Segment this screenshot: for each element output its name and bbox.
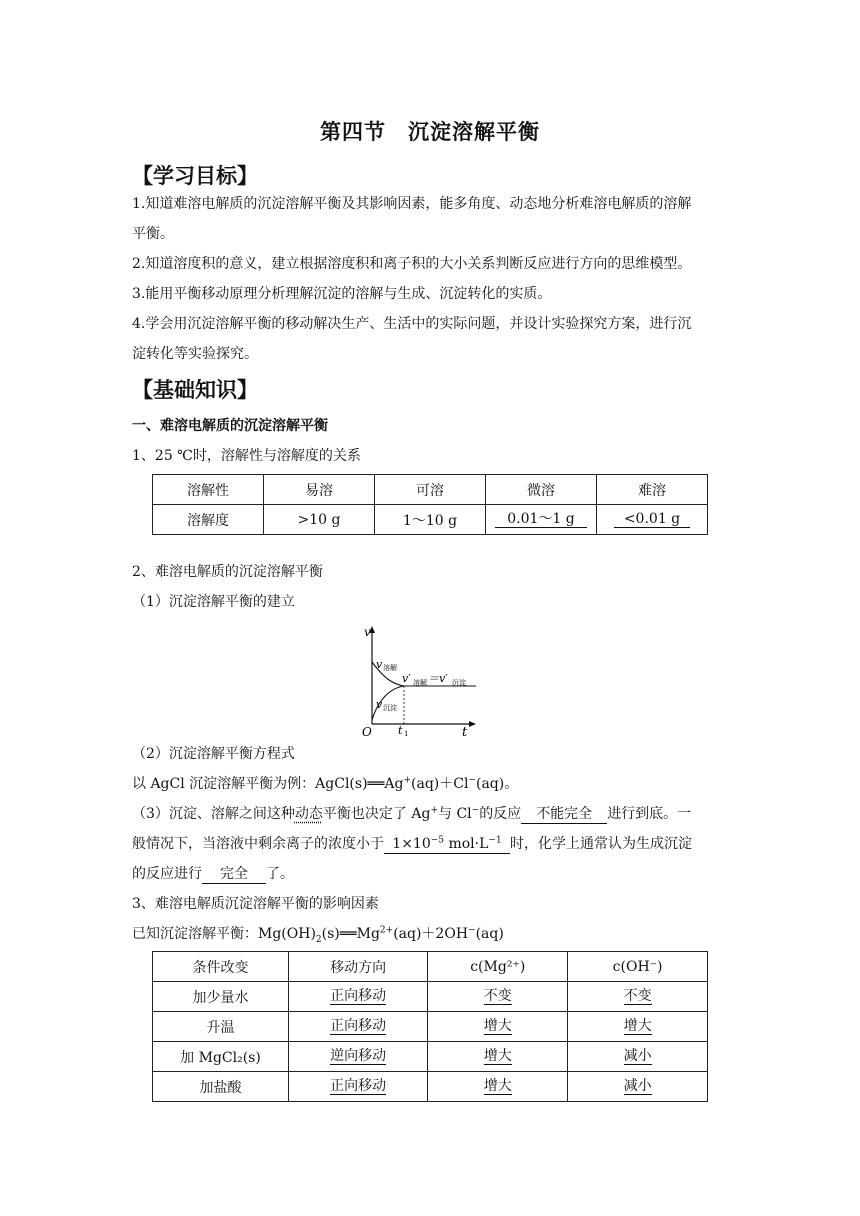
- charge-plus: +: [430, 805, 438, 816]
- answer-blank: 0.01～1 g: [495, 511, 587, 528]
- table-cell: 加盐酸: [153, 1072, 289, 1102]
- page-title: 第四节 沉淀溶解平衡: [320, 119, 540, 144]
- answer-blank: 不能完全: [521, 805, 607, 824]
- answer-blank: [384, 835, 510, 854]
- header-cell: 条件改变: [153, 952, 289, 982]
- v-precip-subscript: 沉淀: [383, 704, 397, 712]
- origin-label: O: [362, 725, 372, 738]
- table-cell: [428, 982, 568, 1012]
- table-cell: 加 MgCl₂(s): [153, 1042, 289, 1072]
- objective-line-4: 3.能用平衡移动原理分析理解沉淀的溶解与生成、沉淀转化的实质。: [132, 286, 552, 302]
- basics-heading: 【基础知识】: [132, 377, 258, 402]
- eq-text: (s): [321, 926, 340, 942]
- answer-blank: 不变: [483, 988, 512, 1004]
- x-axis-arrow: [469, 721, 476, 727]
- table-cell: 溶解性: [153, 475, 264, 505]
- factors-table: [152, 951, 708, 1102]
- table-row: [153, 475, 708, 505]
- table-cell: [568, 1072, 708, 1102]
- sub3-line-3: [132, 864, 732, 884]
- eq-text: Mg: [356, 926, 380, 942]
- v-precip-label: v: [376, 698, 383, 711]
- text: mol·L: [444, 836, 489, 852]
- text: 与 Cl: [438, 806, 472, 822]
- subscript: 2: [315, 934, 322, 945]
- table-cell: [428, 1042, 568, 1072]
- table-cell: 可溶: [375, 475, 486, 505]
- table-row: [153, 1042, 708, 1072]
- table-cell: 微溶: [486, 475, 597, 505]
- table-cell: >10 g: [264, 505, 375, 535]
- eq-text: Ag: [384, 776, 404, 792]
- charge-minus: −: [468, 775, 476, 786]
- eq-text: (aq): [475, 926, 504, 942]
- table-cell: 难溶: [597, 475, 708, 505]
- table-cell: [428, 1012, 568, 1042]
- eq-text: 已知沉淀溶解平衡：Mg(OH): [132, 926, 316, 942]
- table-cell: 1～10 g: [375, 505, 486, 535]
- text: 的反应: [479, 806, 522, 822]
- text: 进行到底。一: [607, 806, 692, 822]
- y-axis-label: v: [364, 625, 371, 639]
- table-cell: [289, 1042, 428, 1072]
- table-row: [153, 1012, 708, 1042]
- table-cell: 升温: [153, 1012, 289, 1042]
- charge: 2+: [379, 925, 394, 936]
- table-cell: [289, 1012, 428, 1042]
- exponent: −1: [488, 835, 502, 846]
- x-axis-label: t: [462, 725, 468, 738]
- answer-blank: 增大: [623, 1018, 652, 1034]
- text: 平衡也决定了 Ag: [322, 806, 431, 822]
- text: 般情况下，当溶液中剩余离子的浓度小于: [132, 836, 384, 852]
- table-cell: [568, 1042, 708, 1072]
- table-cell: [486, 505, 597, 535]
- sub3-line-2: [132, 834, 732, 854]
- table-row: [153, 1072, 708, 1102]
- answer-blank: 减小: [623, 1048, 652, 1064]
- text: （3）沉淀、溶解之间这种: [132, 806, 295, 822]
- sub2-text: （2）沉淀溶解平衡方程式: [132, 746, 295, 762]
- table-row: [153, 505, 708, 535]
- answer-blank: 减小: [623, 1078, 652, 1094]
- section1-title: 一、难溶电解质的沉淀溶解平衡: [132, 418, 328, 434]
- objective-line-1: 1.知道难溶电解质的沉淀溶解平衡及其影响因素，能多角度、动态地分析难溶电解质的溶解: [132, 196, 692, 212]
- table-cell: [289, 1072, 428, 1102]
- mgoh2-equation: [132, 924, 732, 944]
- eq-text: (aq)。: [476, 776, 519, 792]
- charge-minus: −: [471, 805, 480, 816]
- answer-blank: 增大: [483, 1018, 512, 1034]
- text: 了。: [266, 866, 294, 882]
- answer-blank: 增大: [483, 1048, 512, 1064]
- sub1-text: （1）沉淀溶解平衡的建立: [132, 594, 295, 610]
- objective-line-2: 平衡。: [132, 226, 174, 242]
- v-dissolve-label: v: [376, 658, 383, 671]
- table-cell: [568, 1012, 708, 1042]
- objective-line-3: 2.知道溶度积的意义，建立根据溶度积和离子积的大小关系判断反应进行方向的思维模型。: [132, 256, 692, 272]
- table-header-row: [153, 952, 708, 982]
- answer-blank: 完全: [202, 865, 266, 884]
- answer-blank: 不变: [623, 988, 652, 1004]
- table-cell: 易溶: [264, 475, 375, 505]
- table-row: [153, 982, 708, 1012]
- table-cell: [568, 982, 708, 1012]
- charge-minus: −: [468, 925, 476, 936]
- answer-blank: 增大: [483, 1078, 512, 1094]
- sub3-line-1: [132, 804, 732, 824]
- answer-blank: 正向移动: [330, 1078, 387, 1094]
- equilibrium-arrow: ══: [367, 776, 385, 792]
- text: 的反应进行: [132, 866, 202, 882]
- item1-text: 1、25 ℃时，溶解性与溶解度的关系: [132, 448, 361, 464]
- v-dissolve-subscript: 溶解: [383, 664, 397, 672]
- eq-mid-label: ＝v′: [428, 672, 448, 685]
- table-cell: [289, 982, 428, 1012]
- equilibrium-arrow: ══: [339, 926, 357, 942]
- header-cell: c(Mg²⁺): [428, 952, 568, 982]
- header-cell: c(OH⁻): [568, 952, 708, 982]
- agcl-equation: [132, 774, 732, 794]
- table-cell: [597, 505, 708, 535]
- table-cell: 溶解度: [153, 505, 264, 535]
- t1-subscript: 1: [404, 730, 409, 738]
- answer-blank: 正向移动: [330, 1018, 387, 1034]
- charge-plus: +: [403, 775, 412, 786]
- eq-left-subscript: 溶解: [413, 679, 427, 687]
- table-cell: 加少量水: [153, 982, 289, 1012]
- item3-text: 3、难溶电解质沉淀溶解平衡的影响因素: [132, 896, 379, 912]
- equilibrium-graph: [358, 622, 478, 738]
- t1-label: t: [398, 724, 403, 737]
- item2-text: 2、难溶电解质的沉淀溶解平衡: [132, 564, 323, 580]
- eq-text: 以 AgCl 沉淀溶解平衡为例：AgCl(s): [132, 776, 368, 792]
- objective-line-5: 4.学会用沉淀溶解平衡的移动解决生产、生活中的实际问题，并设计实验探究方案，进行沉: [132, 316, 692, 332]
- objective-line-6: 淀转化等实验探究。: [132, 346, 258, 362]
- answer-blank: 逆向移动: [330, 1048, 387, 1064]
- text: 1×10: [392, 836, 431, 852]
- eq-left-label: v′: [402, 672, 411, 685]
- exponent: −5: [430, 835, 445, 846]
- answer-blank: 正向移动: [330, 988, 387, 1004]
- eq-right-subscript: 沉淀: [452, 679, 466, 687]
- eq-text: (aq)＋2OH: [393, 926, 469, 942]
- answer-blank: <0.01 g: [614, 511, 690, 528]
- objectives-heading: 【学习目标】: [132, 163, 258, 188]
- solubility-table: [152, 474, 708, 535]
- eq-text: (aq)＋Cl: [411, 776, 469, 792]
- emphasis-text: 动态: [294, 806, 323, 822]
- table-cell: [428, 1072, 568, 1102]
- header-cell: 移动方向: [289, 952, 428, 982]
- text: 时，化学上通常认为生成沉淀: [510, 836, 692, 852]
